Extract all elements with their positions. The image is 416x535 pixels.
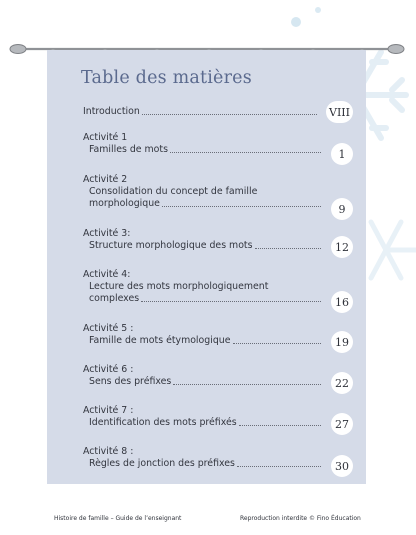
toc-entry-label: Introduction	[83, 106, 140, 117]
dot-leader	[162, 206, 321, 207]
toc-entry-activity-1[interactable]	[83, 132, 353, 161]
toc-entry-activity-7[interactable]	[83, 405, 353, 429]
dot-leader	[170, 152, 321, 153]
footer-left: Histoire de famille – Guide de l’enseignant	[54, 515, 182, 522]
activity-heading: Activité 1	[83, 132, 128, 143]
activity-title: Identification des mots préfixés	[89, 417, 237, 428]
page-number-badge: 19	[331, 331, 353, 353]
toc-panel	[47, 50, 366, 484]
footer-right: Reproduction interdite © Fino Éducation	[240, 515, 361, 522]
activity-title: Sens des préfixes	[89, 376, 172, 387]
page-number-badge: 12	[331, 236, 353, 258]
page-number-badge: 22	[331, 372, 353, 394]
toc-entry-activity-4[interactable]	[83, 269, 353, 309]
dot-leader	[142, 114, 317, 115]
page-number-badge: 16	[331, 291, 353, 313]
dot-leader	[233, 343, 322, 344]
page-number-badge: 1	[331, 143, 353, 165]
activity-title: Consolidation du concept de famille	[89, 186, 258, 197]
page-number-badge: 30	[331, 455, 353, 477]
page-number-badge: 27	[331, 413, 353, 435]
activity-title-cont: complexes	[89, 293, 140, 304]
activity-heading: Activité 6 :	[83, 364, 134, 375]
dot-leader	[173, 384, 321, 385]
activity-heading: Activité 7 :	[83, 405, 134, 416]
dot-leader	[237, 466, 321, 467]
toc-title: Table des matières	[81, 68, 252, 88]
activity-heading: Activité 2	[83, 174, 128, 185]
activity-title: Structure morphologique des mots	[89, 240, 253, 251]
page-number-badge: VIII	[326, 101, 353, 123]
toc-entry-activity-5[interactable]	[83, 323, 353, 347]
page-number-badge: 9	[331, 198, 353, 220]
dot-leader	[141, 301, 321, 302]
activity-heading: Activité 4:	[83, 269, 131, 280]
toc-entry-activity-2[interactable]	[83, 174, 353, 216]
toc-entry-activity-8[interactable]	[83, 446, 353, 473]
activity-heading: Activité 8 :	[83, 446, 134, 457]
activity-heading: Activité 3:	[83, 228, 131, 239]
toc-entry-activity-3[interactable]	[83, 228, 353, 252]
activity-title: Lecture des mots morphologiquement	[89, 281, 269, 292]
dot-leader	[239, 425, 321, 426]
activity-title: Règles de jonction des préfixes	[89, 458, 235, 469]
toc-entry-activity-6[interactable]	[83, 364, 353, 388]
toc-entry-introduction[interactable]	[83, 106, 353, 118]
dot-leader	[255, 248, 322, 249]
activity-heading: Activité 5 :	[83, 323, 134, 334]
activity-title: Familles de mots	[89, 144, 168, 155]
activity-title: Famille de mots étymologique	[89, 335, 231, 346]
activity-title-cont: morphologique	[89, 198, 160, 209]
